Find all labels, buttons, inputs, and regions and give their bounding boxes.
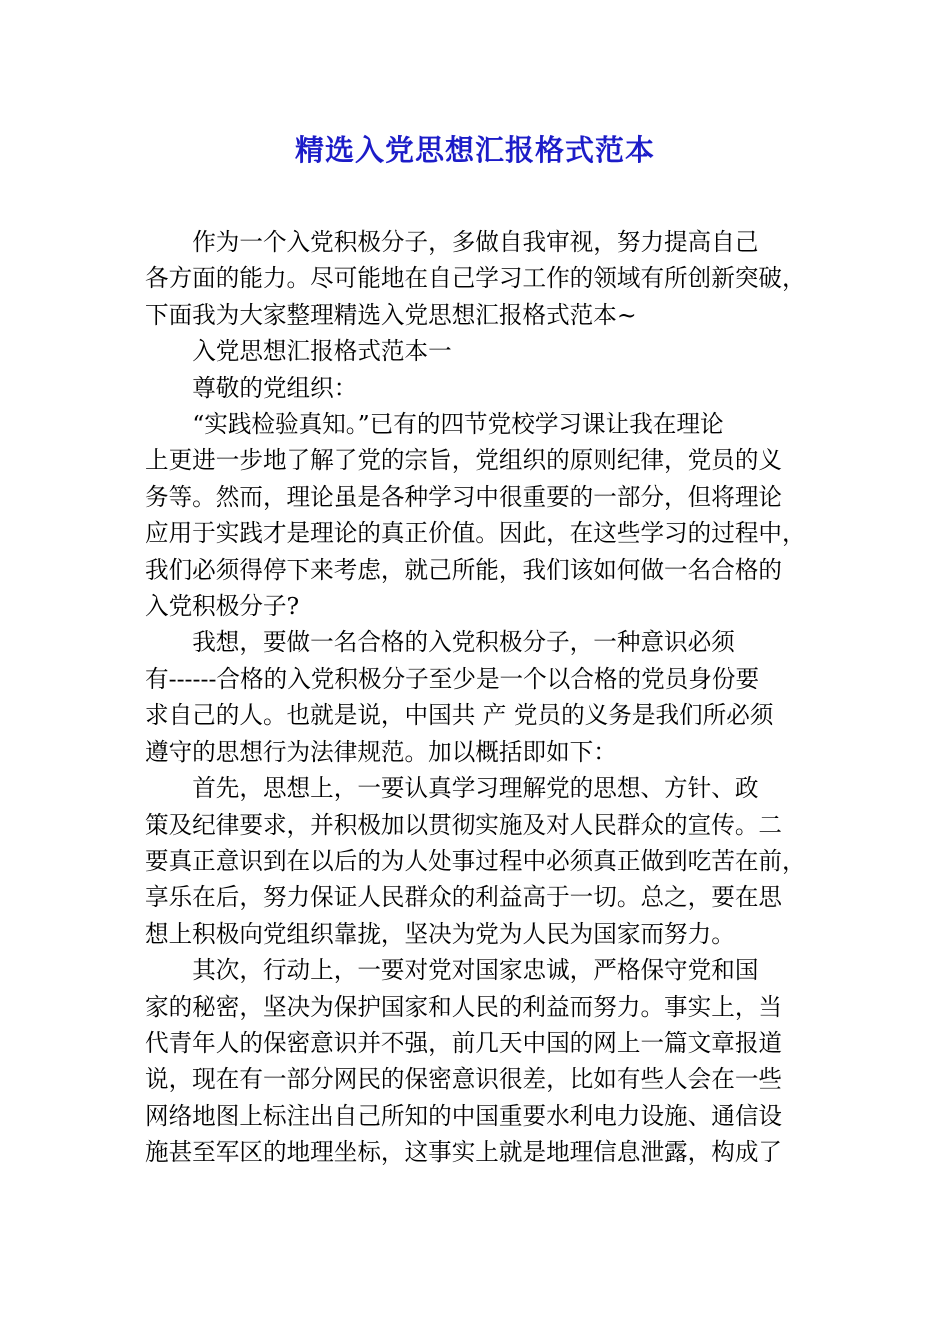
text-line: 策及纪律要求，并积极加以贯彻实施及对人民群众的宣传。二	[145, 810, 783, 839]
paragraph	[145, 333, 805, 369]
text-line: 享乐在后，努力保证人民群众的利益高于一切。总之，要在思	[145, 883, 783, 912]
text-line: 想上积极向党组织靠拢，坚决为党为人民为国家而努力。	[145, 919, 735, 948]
paragraph	[145, 224, 805, 333]
text-line: 下面我为大家整理精选入党思想汇报格式范本~	[145, 300, 637, 329]
text-line: 作为一个入党积极分子，多做自我审视，努力提高自己	[192, 228, 759, 256]
text-line: 要真正意识到在以后的为人处事过程中必须真正做到吃苦在前，	[145, 846, 806, 875]
text-line: 有------合格的入党积极分子至少是一个以合格的党员身份要	[145, 664, 760, 693]
paragraph	[145, 624, 805, 770]
paragraph	[145, 370, 805, 406]
paragraph	[145, 770, 805, 952]
text-line: 务等。然而，理论虽是各种学习中很重要的一部分，但将理论	[145, 482, 783, 511]
text-line: 我们必须得停下来考虑，就己所能，我们该如何做一名合格的	[145, 555, 783, 584]
text-line: 其次，行动上，一要对党对国家忠诚，严格保守党和国	[192, 956, 759, 985]
text-line: 入党思想汇报格式范本一	[192, 337, 452, 366]
document-title: 精选入党思想汇报格式范本	[294, 133, 655, 167]
text-line: 网络地图上标注出自己所知的中国重要水利电力设施、通信设	[145, 1101, 783, 1130]
text-line: 说，现在有一部分网民的保密意识很差，比如有些人会在一些	[145, 1065, 783, 1094]
text-line: 家的秘密，坚决为保护国家和人民的利益而努力。事实上，当	[145, 992, 783, 1021]
text-line: 各方面的能力。尽可能地在自己学习工作的领域有所创新突破，	[145, 264, 806, 293]
text-line: 应用于实践才是理论的真正价值。因此，在这些学习的过程中，	[145, 519, 806, 548]
text-line: 施甚至军区的地理坐标，这事实上就是地理信息泄露，构成了	[145, 1138, 783, 1167]
text-line: 我想，要做一名合格的入党积极分子，一种意识必须	[192, 628, 735, 657]
paragraph	[145, 406, 805, 624]
text-line: 入党积极分子?	[145, 592, 300, 621]
text-line: 求自己的人。也就是说，中国共 产 党员的义务是我们所必须	[145, 701, 774, 730]
text-line: 代青年人的保密意识并不强，前几天中国的网上一篇文章报道	[145, 1028, 783, 1057]
paragraph	[145, 952, 805, 1170]
text-line: 首先，思想上，一要认真学习理解党的思想、方针、政	[192, 774, 759, 803]
text-line: 遵守的思想行为法律规范。加以概括即如下：	[145, 737, 617, 766]
text-line: 尊敬的党组织：	[192, 373, 358, 402]
document-body	[145, 224, 805, 1171]
text-line: “实践检验真知。”已有的四节党校学习课让我在理论	[192, 410, 724, 439]
text-line: 上更进一步地了解了党的宗旨，党组织的原则纪律，党员的义	[145, 446, 783, 475]
